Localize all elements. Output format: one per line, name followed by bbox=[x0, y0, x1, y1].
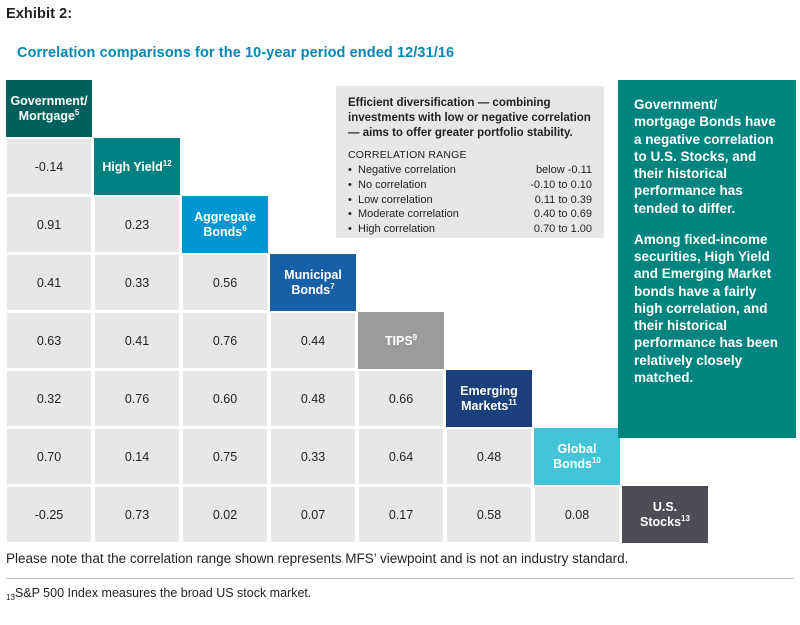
legend-row bbox=[348, 163, 592, 178]
matrix-cell bbox=[182, 486, 268, 543]
matrix-cell bbox=[6, 138, 92, 195]
matrix-cell-value: 0.02 bbox=[212, 507, 238, 522]
legend-heading: CORRELATION RANGE bbox=[348, 148, 467, 161]
matrix-cell bbox=[94, 254, 180, 311]
matrix-cell bbox=[446, 486, 532, 543]
matrix-cell-value: 0.48 bbox=[476, 449, 502, 464]
legend-row bbox=[348, 178, 592, 193]
matrix-cell bbox=[6, 428, 92, 485]
matrix-diagonal-label bbox=[446, 370, 532, 427]
matrix-cell-value: 0.32 bbox=[36, 391, 62, 406]
legend-intro-text: Efficient diversification — combining investments with low or negative correlation — aims to offer greater portfolio stability. bbox=[348, 97, 591, 139]
legend-row-label: • Moderate correlation bbox=[348, 207, 459, 222]
commentary-panel bbox=[618, 80, 796, 438]
matrix-cell bbox=[358, 428, 444, 485]
matrix-cell-value: 0.56 bbox=[212, 275, 238, 290]
matrix-label-footnote: 7 bbox=[330, 281, 335, 291]
matrix-cell bbox=[94, 370, 180, 427]
matrix-label-text: High Yield$^{12}$ bbox=[102, 158, 172, 174]
matrix-label-footnote: 12 bbox=[162, 158, 172, 168]
matrix-cell bbox=[94, 196, 180, 253]
matrix-label-text: Municipal Bonds$^7$ bbox=[284, 267, 342, 298]
legend-rows bbox=[348, 163, 592, 237]
matrix-cell bbox=[534, 486, 620, 543]
matrix-cell-value: 0.07 bbox=[300, 507, 326, 522]
matrix-cell-value: 0.33 bbox=[124, 275, 150, 290]
legend-row bbox=[348, 193, 592, 208]
matrix-cell bbox=[358, 370, 444, 427]
matrix-cell-value: 0.76 bbox=[212, 333, 238, 348]
matrix-cell-value: 0.41 bbox=[36, 275, 62, 290]
matrix-cell-value: 0.63 bbox=[36, 333, 62, 348]
matrix-label-text: U.S. Stocks$^{13}$ bbox=[640, 499, 690, 530]
matrix-cell bbox=[182, 428, 268, 485]
legend-row-label: • No correlation bbox=[348, 178, 426, 193]
matrix-cell bbox=[94, 312, 180, 369]
legend-row-label: • High correlation bbox=[348, 222, 435, 237]
matrix-label-footnote: 9 bbox=[412, 332, 418, 342]
footnote-text: S&P 500 Index measures the broad US stock market. bbox=[14, 586, 312, 600]
matrix-cell bbox=[6, 254, 92, 311]
matrix-diagonal-label bbox=[94, 138, 180, 195]
matrix-cell-value: 0.64 bbox=[388, 449, 414, 464]
legend-row-label: • Negative correlation bbox=[348, 163, 456, 178]
matrix-cell-value: 0.91 bbox=[36, 217, 62, 232]
matrix-label-text: Emerging Markets$^{11}$ bbox=[460, 383, 518, 414]
matrix-cell bbox=[94, 428, 180, 485]
matrix-diagonal-label bbox=[270, 254, 356, 311]
matrix-label-footnote: 5 bbox=[74, 107, 80, 117]
matrix-label-text: Global Bonds$^{10}$ bbox=[553, 441, 601, 472]
matrix-cell bbox=[182, 370, 268, 427]
legend-row-range: 0.11 to 0.39 bbox=[534, 193, 592, 206]
correlation-range-legend bbox=[336, 86, 604, 238]
chart-title: Correlation comparisons for the 10-year period ended 12/31/16 bbox=[17, 45, 455, 61]
matrix-diagonal-label bbox=[182, 196, 268, 253]
matrix-label-text: TIPS$^9$ bbox=[384, 332, 418, 348]
matrix-cell-value: 0.75 bbox=[212, 449, 238, 464]
matrix-label-footnote: 6 bbox=[242, 223, 247, 233]
legend-row-range: -0.10 to 0.10 bbox=[530, 178, 592, 191]
matrix-cell bbox=[6, 486, 92, 543]
footnote-marker: 13 bbox=[6, 593, 15, 602]
matrix-cell-value: -0.25 bbox=[34, 507, 64, 522]
matrix-cell-value: 0.41 bbox=[124, 333, 150, 348]
matrix-cell bbox=[446, 428, 532, 485]
matrix-cell-value: 0.48 bbox=[300, 391, 326, 406]
matrix-cell bbox=[270, 312, 356, 369]
matrix-cell bbox=[270, 428, 356, 485]
matrix-label-footnote: 10 bbox=[591, 455, 601, 465]
exhibit-label: Exhibit 2: bbox=[6, 6, 73, 22]
matrix-cell bbox=[358, 486, 444, 543]
legend-row-range: 0.70 to 1.00 bbox=[533, 223, 592, 236]
matrix-cell-value: 0.66 bbox=[388, 391, 414, 406]
matrix-cell-value: 0.70 bbox=[36, 449, 62, 464]
commentary-paragraph-1: Government/ mortgage Bonds have a negative correlation to U.S. Stocks, and their historical performance has tended to differ. bbox=[634, 97, 776, 216]
matrix-label-footnote: 11 bbox=[508, 397, 517, 407]
matrix-cell-value: 0.33 bbox=[300, 449, 326, 464]
legend-row-range: 0.40 to 0.69 bbox=[533, 208, 592, 221]
legend-row bbox=[348, 222, 592, 237]
divider bbox=[6, 578, 794, 579]
matrix-cell-value: 0.17 bbox=[388, 507, 414, 522]
matrix-cell-value: 0.60 bbox=[212, 391, 238, 406]
matrix-cell-value: 0.44 bbox=[300, 333, 326, 348]
matrix-cell-value: 0.76 bbox=[124, 391, 150, 406]
legend-row-label: • Low correlation bbox=[348, 193, 433, 208]
matrix-diagonal-label bbox=[622, 486, 708, 543]
matrix-cell-value: -0.14 bbox=[34, 159, 64, 174]
matrix-cell bbox=[94, 486, 180, 543]
matrix-cell-value: 0.08 bbox=[564, 507, 590, 522]
commentary-paragraph-2: Among fixed-income securities, High Yield and Emerging Market bonds have a fairly high correlation, and their historical performance has been relatively closely matched. bbox=[634, 231, 779, 385]
matrix-cell-value: 0.73 bbox=[124, 507, 150, 522]
matrix-cell bbox=[6, 196, 92, 253]
matrix-label-text: Government/ Mortgage$^5$ bbox=[10, 93, 88, 124]
matrix-cell bbox=[270, 486, 356, 543]
matrix-cell-value: 0.58 bbox=[476, 507, 502, 522]
matrix-label-footnote: 13 bbox=[681, 513, 690, 523]
matrix-cell bbox=[182, 254, 268, 311]
matrix-cell bbox=[182, 312, 268, 369]
matrix-cell-value: 0.14 bbox=[124, 449, 150, 464]
source-note: Please note that the correlation range shown represents MFS’ viewpoint and is not an industry standard. bbox=[6, 551, 629, 566]
matrix-label-text: Aggregate Bonds$^6$ bbox=[194, 209, 256, 240]
matrix-cell bbox=[6, 312, 92, 369]
matrix-diagonal-label bbox=[534, 428, 620, 485]
matrix-cell bbox=[270, 370, 356, 427]
matrix-cell bbox=[6, 370, 92, 427]
footnote bbox=[6, 586, 311, 600]
matrix-diagonal-label bbox=[358, 312, 444, 369]
legend-row bbox=[348, 207, 592, 222]
legend-row-range: below -0.11 bbox=[535, 163, 592, 176]
matrix-cell-value: 0.23 bbox=[124, 217, 150, 232]
matrix-diagonal-label bbox=[6, 80, 92, 137]
